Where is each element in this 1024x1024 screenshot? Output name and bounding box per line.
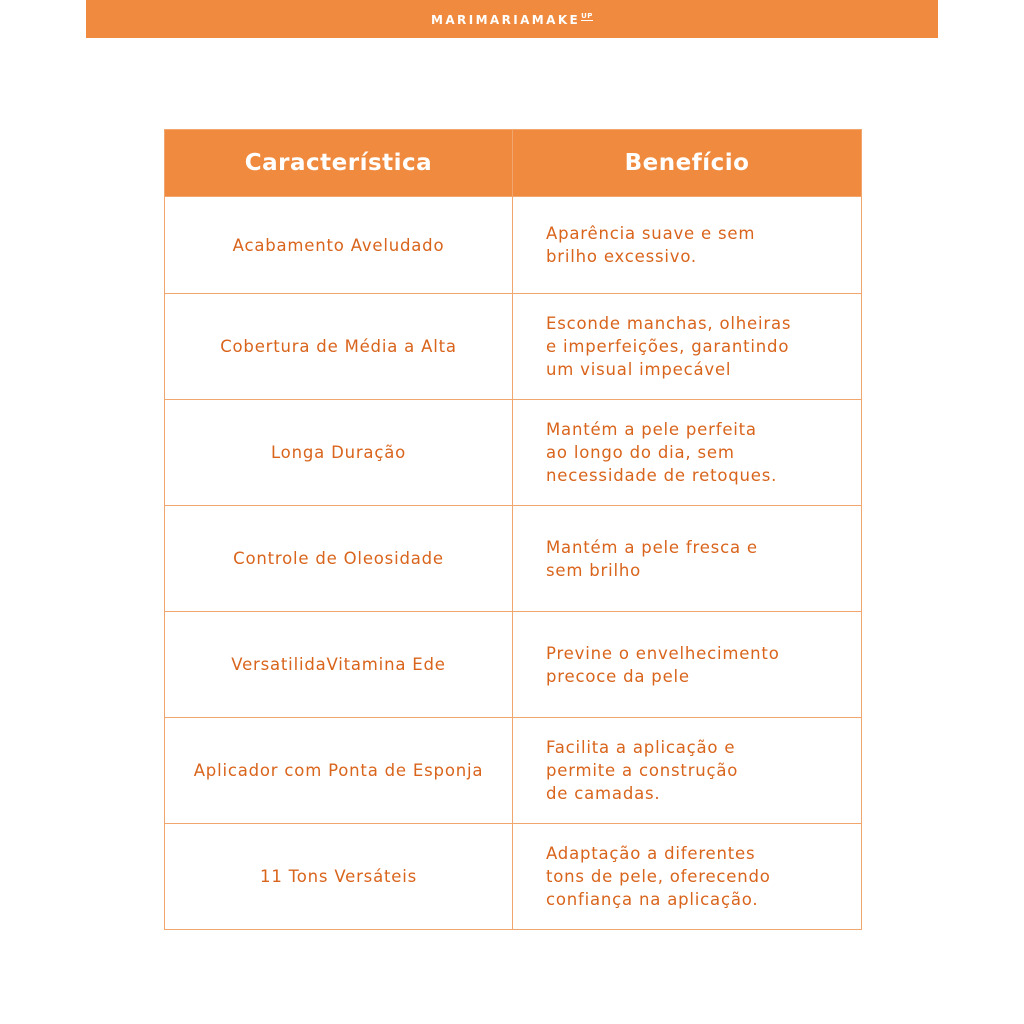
benefit-cell bbox=[513, 294, 862, 400]
benefit-line: tons de pele, oferecendo bbox=[546, 867, 771, 886]
benefit-line: necessidade de retoques. bbox=[546, 466, 778, 485]
feature-cell: VersatilidaVitamina Ede bbox=[165, 612, 513, 718]
table-row bbox=[165, 824, 862, 930]
column-header-feature: Característica bbox=[165, 130, 513, 197]
feature-benefit-table bbox=[164, 129, 862, 930]
benefit-line: de camadas. bbox=[546, 784, 661, 803]
benefit-line: Esconde manchas, olheiras bbox=[546, 314, 792, 333]
feature-cell: Longa Duração bbox=[165, 400, 513, 506]
brand-header-bar bbox=[86, 0, 938, 38]
benefit-cell bbox=[513, 400, 862, 506]
benefit-line: um visual impecável bbox=[546, 360, 732, 379]
benefit-cell bbox=[513, 612, 862, 718]
benefit-line: Mantém a pele perfeita bbox=[546, 420, 757, 439]
benefit-line: confiança na aplicação. bbox=[546, 890, 759, 909]
benefit-line: brilho excessivo. bbox=[546, 247, 697, 266]
feature-cell: Controle de Oleosidade bbox=[165, 506, 513, 612]
feature-cell: Cobertura de Média a Alta bbox=[165, 294, 513, 400]
brand-logo bbox=[431, 12, 593, 27]
benefit-line: Mantém a pele fresca e bbox=[546, 537, 758, 557]
benefit-cell bbox=[513, 506, 862, 612]
benefit-line: sem brilho bbox=[546, 560, 642, 580]
feature-cell: Acabamento Aveludado bbox=[165, 197, 513, 294]
benefit-line: e imperfeições, garantindo bbox=[546, 337, 790, 356]
table-row bbox=[165, 718, 862, 824]
benefit-line: Facilita a aplicação e bbox=[546, 738, 736, 757]
benefit-line: Aparência suave e sem bbox=[546, 224, 756, 243]
brand-logo-name: MARIMARIAMAKE bbox=[431, 12, 581, 27]
table-row bbox=[165, 612, 862, 718]
benefit-cell bbox=[513, 718, 862, 824]
table-row bbox=[165, 506, 862, 612]
benefit-line: permite a construção bbox=[546, 761, 739, 780]
benefit-line: ao longo do dia, sem bbox=[546, 443, 735, 462]
feature-cell: Aplicador com Ponta de Esponja bbox=[165, 718, 513, 824]
table-row bbox=[165, 400, 862, 506]
benefit-cell bbox=[513, 197, 862, 294]
benefit-line: Adaptação a diferentes bbox=[546, 844, 756, 863]
table-row bbox=[165, 294, 862, 400]
benefit-cell bbox=[513, 824, 862, 930]
feature-cell: 11 Tons Versáteis bbox=[165, 824, 513, 930]
brand-logo-suffix: UP bbox=[581, 11, 593, 20]
benefit-line: Previne o envelhecimento bbox=[546, 643, 780, 663]
table-header-row bbox=[165, 130, 862, 197]
column-header-benefit: Benefício bbox=[513, 130, 862, 197]
benefit-line: precoce da pele bbox=[546, 666, 690, 686]
table-row bbox=[165, 197, 862, 294]
